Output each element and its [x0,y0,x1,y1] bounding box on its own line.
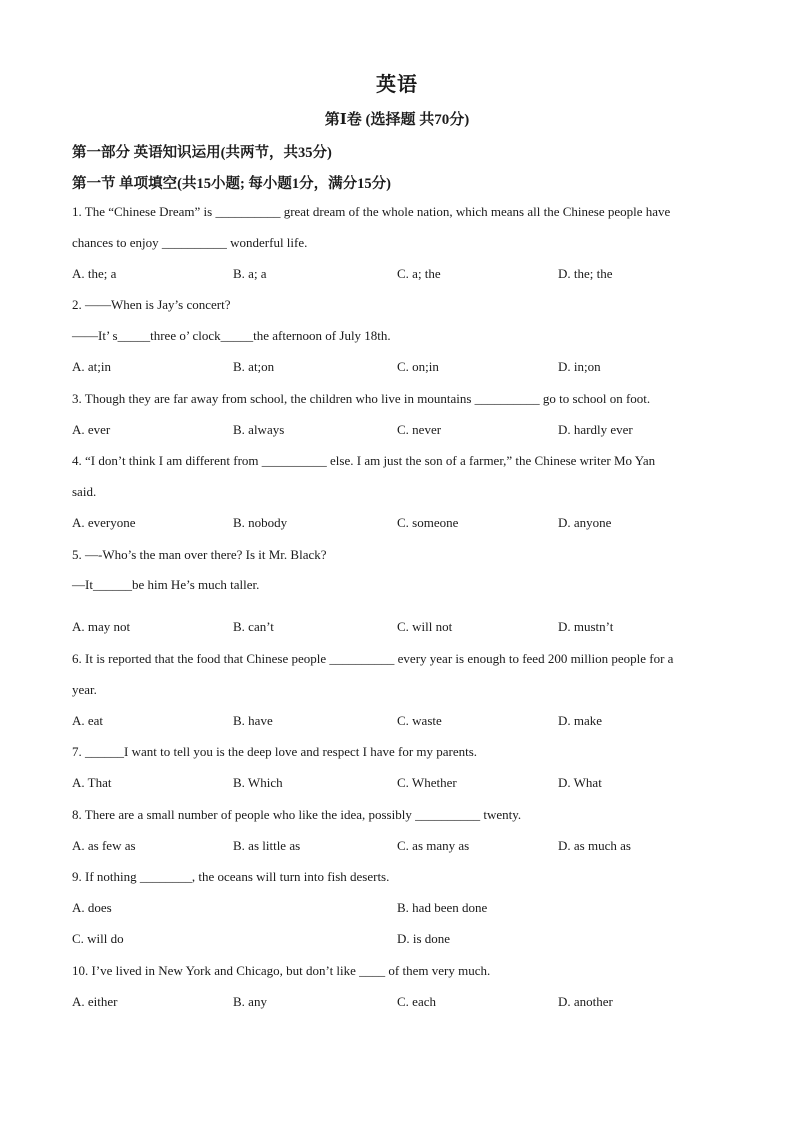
question-9-option-a: A. does [72,900,112,915]
question-4-option-c: C. someone [397,515,459,530]
question-9-option-b: B. had been done [397,900,488,915]
question-7-option-b: B. Which [233,775,283,790]
paper-subtitle: 第Ⅰ卷 (选择题 共70分) [324,112,470,128]
question-2-line-1: 2. ——When is Jay’s concert? [72,297,231,312]
question-2-line-2: ——It’ s_____three o’ clock_____the afternoon of July 18th. [72,328,391,343]
question-8-line-1: 8. There are a small number of people who like the idea, possibly __________ twenty. [72,807,522,822]
question-5-option-b: B. can’t [233,619,274,634]
question-8-option-a: A. as few as [72,838,136,853]
question-10-line-1: 10. I’ve lived in New York and Chicago, but don’t like ____ of them very much. [72,963,491,978]
question-7-line-1: 7. ______I want to tell you is the deep love and respect I have for my parents. [72,744,478,759]
question-10-option-b: B. any [233,994,267,1009]
question-1-line-1: 1. The “Chinese Dream” is __________ great dream of the whole nation, which means all the Chinese people have [72,204,671,219]
question-2-option-b: B. at;on [233,359,275,374]
question-4-line-1: 4. “I don’t think I am different from __________ else. I am just the son of a farmer,” the Chinese writer Mo Yan [72,453,656,468]
question-5-option-a: A. may not [72,619,131,634]
section-heading: 第一节 单项填空(共15小题; 每小题1分，满分15分) [72,176,391,192]
question-5-option-d: D. mustn’t [558,619,614,634]
question-7-option-d: D. What [558,775,602,790]
question-10-option-d: D. another [558,994,613,1009]
question-5-option-c: C. will not [397,619,453,634]
question-2-option-c: C. on;in [397,359,439,374]
question-5-line-1: 5. —-Who’s the man over there? Is it Mr. Black? [72,547,327,562]
question-3-line-1: 3. Though they are far away from school, the children who live in mountains __________ go to school on foot. [72,391,651,406]
question-6-option-d: D. make [558,713,603,728]
question-1-option-c: C. a; the [397,266,441,281]
question-3-option-d: D. hardly ever [558,422,633,437]
question-1-line-2: chances to enjoy __________ wonderful life. [72,235,308,250]
question-1-option-d: D. the; the [558,266,613,281]
question-8-option-c: C. as many as [397,838,470,853]
question-8-option-b: B. as little as [233,838,301,853]
question-7-option-a: A. That [72,775,112,790]
question-1-option-b: B. a; a [233,266,267,281]
question-6-line-2: year. [72,682,97,697]
question-6-option-c: C. waste [397,713,442,728]
question-2-option-a: A. at;in [72,359,111,374]
question-9-option-d: D. is done [397,931,451,946]
question-2-option-d: D. in;on [558,359,601,374]
question-5-line-2: —It______be him He’s much taller. [72,577,260,592]
question-3-option-a: A. ever [72,422,111,437]
question-9-line-1: 9. If nothing ________, the oceans will turn into fish deserts. [72,869,390,884]
page-title: 英语 [376,74,418,96]
question-9-option-c: C. will do [72,931,124,946]
question-4-option-a: A. everyone [72,515,136,530]
question-10-option-c: C. each [397,994,436,1009]
question-8-option-d: D. as much as [558,838,631,853]
question-10-option-a: A. either [72,994,118,1009]
question-6-line-1: 6. It is reported that the food that Chinese people __________ every year is enough to feed 200 million people for a [72,651,674,666]
question-3-option-c: C. never [397,422,442,437]
question-4-line-2: said. [72,484,97,499]
question-4-option-d: D. anyone [558,515,612,530]
question-3-option-b: B. always [233,422,285,437]
question-6-option-a: A. eat [72,713,104,728]
question-6-option-b: B. have [233,713,273,728]
question-7-option-c: C. Whether [397,775,457,790]
part-heading: 第一部分 英语知识运用(共两节，共35分) [72,145,332,161]
question-1-option-a: A. the; a [72,266,117,281]
question-4-option-b: B. nobody [233,515,288,530]
